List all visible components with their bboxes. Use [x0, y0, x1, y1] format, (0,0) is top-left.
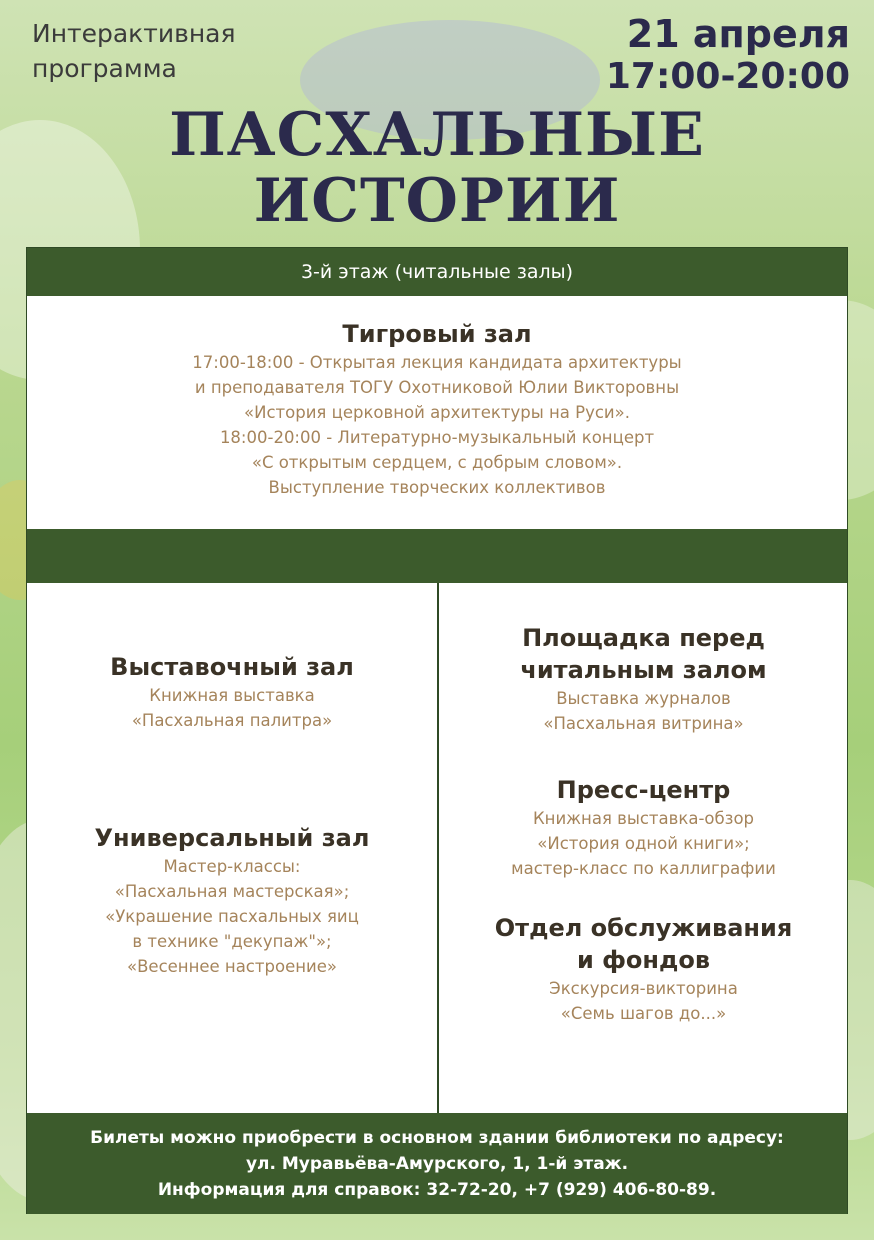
universal-hall-section [27, 822, 437, 979]
tiger-hall-section [27, 318, 847, 500]
main-title-line-2: ИСТОРИИ [253, 166, 621, 236]
press-center-line: «История одной книги»; [537, 834, 750, 853]
tiger-hall-line: 17:00-18:00 - Открытая лекция кандидата архитектуры [192, 353, 682, 372]
tiger-hall-line: Выступление творческих коллективов [268, 478, 606, 497]
press-center-line: Книжная выставка-обзор [532, 809, 755, 828]
tiger-hall-line: «История церковной архитектуры на Руси». [244, 403, 630, 422]
service-dept-title-line-1: Отдел обслуживания [494, 914, 793, 942]
program-card [26, 247, 848, 1214]
exhibition-hall-title: Выставочный зал [110, 653, 354, 681]
intro-line-2: программа [32, 54, 177, 83]
platform-title-line-1: Площадка перед [522, 624, 765, 652]
footer-line-3: Информация для справок: 32-72-20, +7 (929) 406-80-89. [157, 1180, 717, 1200]
tiger-hall-line: и преподавателя ТОГУ Охотниковой Юлии Викторовны [194, 378, 680, 397]
platform-line: «Пасхальная витрина» [543, 714, 744, 733]
main-title-line-1: ПАСХАЛЬНЫЕ [169, 100, 705, 170]
exhibition-hall-line: Книжная выставка [149, 686, 315, 705]
platform-section [438, 622, 849, 736]
universal-hall-title: Универсальный зал [94, 824, 370, 852]
universal-hall-line: «Украшение пасхальных яиц [105, 907, 359, 926]
exhibition-hall-line: «Пасхальная палитра» [131, 711, 333, 730]
service-dept-section [438, 912, 849, 1026]
platform-title-line-2: читальным залом [520, 656, 767, 684]
universal-hall-line: Мастер-классы: [163, 857, 301, 876]
service-dept-line: «Семь шагов до...» [560, 1004, 727, 1023]
intro-line-1: Интерактивная [32, 19, 236, 48]
event-datetime [606, 12, 850, 98]
service-dept-line: Экскурсия-викторина [549, 979, 738, 998]
footer-line-1: Билеты можно приобрести в основном здании библиотеки по адресу: [90, 1128, 784, 1148]
universal-hall-line: в технике "декупаж"»; [132, 932, 332, 951]
universal-hall-line: «Пасхальная мастерская»; [114, 882, 350, 901]
tiger-hall-title: Тигровый зал [342, 320, 532, 348]
floor-bar: 3-й этаж (читальные залы) [27, 248, 847, 296]
press-center-section [438, 774, 849, 881]
universal-hall-line: «Весеннее настроение» [127, 957, 337, 976]
press-center-line: мастер-класс по каллиграфии [511, 859, 776, 878]
platform-line: Выставка журналов [556, 689, 731, 708]
tiger-hall-line: 18:00-20:00 - Литературно-музыкальный концерт [219, 428, 655, 447]
program-type-label [32, 16, 236, 86]
footer-line-2: ул. Муравьёва-Амурского, 1, 1-й этаж. [245, 1154, 629, 1174]
event-date: 21 апреля [626, 12, 850, 56]
tiger-hall-line: «С открытым сердцем, с добрым словом». [251, 453, 623, 472]
middle-divider-bar [27, 529, 847, 583]
service-dept-title-line-2: и фондов [576, 946, 711, 974]
exhibition-hall-section [27, 651, 437, 733]
event-time: 17:00-20:00 [605, 56, 850, 97]
footer-bar [27, 1113, 847, 1214]
press-center-title: Пресс-центр [556, 776, 731, 804]
